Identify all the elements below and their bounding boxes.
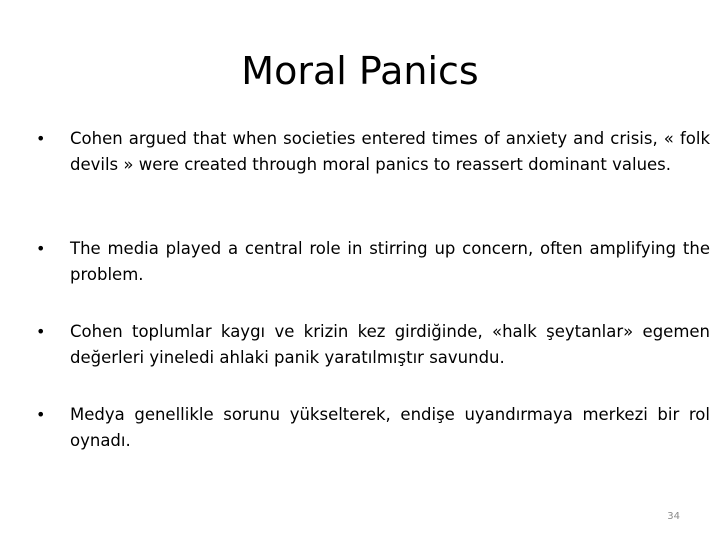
bullet-text: Medya genellikle sorunu yükselterek, endişe uyandırmaya merkezi bir rol oynadı. xyxy=(70,405,710,450)
bullet-dot-icon: • xyxy=(36,129,46,148)
bullet-dot-icon: • xyxy=(36,239,46,258)
bullet-text: Cohen toplumlar kaygı ve krizin kez girdiğinde, «halk şeytanlar» egemen değerleri yineledi ahlaki panik yaratılmıştır savundu. xyxy=(70,322,710,367)
bullet-text: The media played a central role in stirring up concern, often amplifying the problem. xyxy=(70,239,710,284)
bullet-item xyxy=(36,319,710,371)
bullet-item xyxy=(36,126,710,178)
slide-title: Moral Panics xyxy=(241,49,479,93)
bullet-text: Cohen argued that when societies entered times of anxiety and crisis, « folk devils » were created through moral panics to reassert dominant values. xyxy=(70,129,710,174)
bullet-item xyxy=(36,236,710,288)
bullet-dot-icon: • xyxy=(36,322,46,341)
bullet-dot-icon: • xyxy=(36,405,46,424)
page-number: 34 xyxy=(667,511,680,522)
bullet-item xyxy=(36,402,710,454)
